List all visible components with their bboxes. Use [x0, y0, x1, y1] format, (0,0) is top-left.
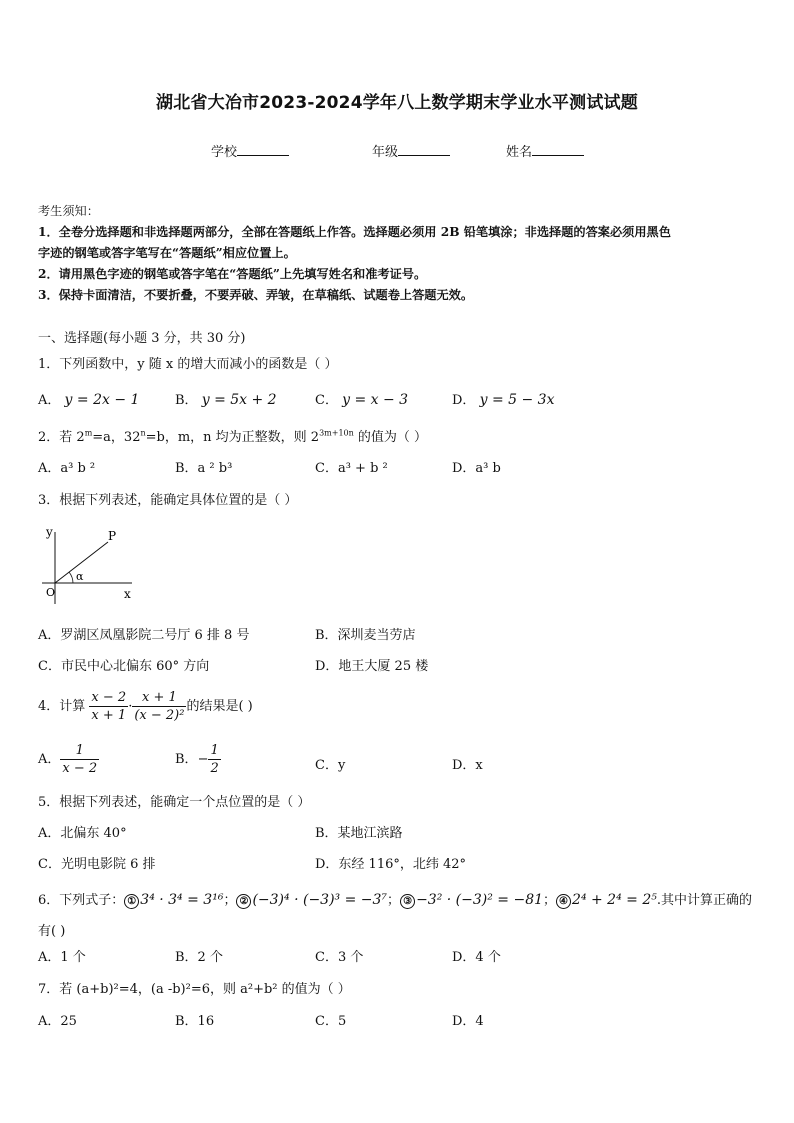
question-6-stem-cont: 有( ): [38, 924, 66, 939]
q4-option-a: [38, 742, 99, 777]
separator: ；: [387, 893, 401, 908]
numerator: x − 2: [91, 690, 127, 705]
circled-4: ④: [556, 894, 571, 909]
option-expr: y = 5 − 3x: [479, 392, 555, 408]
question-7-stem: 7．若 (a+b)²=4，(a -b)²=6，则 a²+b² 的值为（ ）: [38, 982, 351, 997]
q6-expr-1: 3⁴ · 3⁴ = 3¹⁶: [140, 892, 224, 908]
denominator: 2: [210, 761, 219, 776]
school-field: [211, 141, 289, 160]
q7-option-d: D．4: [452, 1014, 484, 1029]
grade-label: 年级: [372, 145, 399, 160]
circled-1: ①: [124, 894, 139, 909]
option-label: D．: [452, 393, 476, 408]
q6-option-b: B．2 个: [175, 950, 223, 965]
question-1-stem: 1．下列函数中，y 随 x 的增大而减小的函数是（ ）: [38, 357, 338, 372]
q6-option-a: A．1 个: [38, 950, 86, 965]
notice-item: 2．请用黑色字迹的钢笔或答字笔在“答题纸”上先填写姓名和准考证号。: [38, 267, 427, 281]
q3-option-d: D．地王大厦 25 楼: [315, 659, 429, 674]
option-expr: y = 5x + 2: [201, 392, 277, 408]
notice-heading: 考生须知：: [38, 204, 99, 218]
q3-option-b: B．深圳麦当劳店: [315, 628, 416, 643]
name-blank: [532, 144, 584, 156]
alpha-label: α: [76, 570, 84, 583]
q2-text: =b，m，n 均为正整数，则 2: [145, 430, 320, 445]
notice-item: 1．全卷分选择题和非选择题两部分，全部在答题纸上作答。选择题必须用 2B 铅笔填涂；非选择题的答案必须用黑色: [38, 225, 671, 239]
q1-option-d: [452, 389, 554, 408]
q2-option-a: A．a³ b ²: [38, 461, 96, 476]
option-label: B．: [175, 752, 198, 767]
page-title: 湖北省大冶市2023-2024学年八上数学期末学业水平测试试题: [156, 93, 638, 113]
q2-option-c: C．a³ + b ²: [315, 461, 388, 476]
name-field: [506, 141, 584, 160]
option-expr: y = x − 3: [342, 392, 409, 408]
q1-option-b: [175, 389, 277, 408]
numerator: 1: [210, 743, 219, 758]
y-label: y: [46, 525, 53, 539]
q3-option-a: A．罗湖区凤凰影院二号厅 6 排 8 号: [38, 628, 250, 643]
option-label: C．: [315, 393, 338, 408]
q4-option-c: C．y: [315, 758, 346, 773]
grade-blank: [398, 144, 450, 156]
notice-item: 3．保持卡面清洁，不要折叠，不要弄破、弄皱，在草稿纸、试题卷上答题无效。: [38, 288, 474, 302]
option-label: A．: [38, 752, 61, 767]
q4-text: 4．计算: [38, 699, 86, 714]
angle-arc: [69, 572, 73, 583]
circled-2: ②: [236, 894, 251, 909]
notice-block: [38, 201, 758, 306]
q7-option-b: B．16: [175, 1014, 215, 1029]
option-label: B．: [175, 393, 198, 408]
x-label: x: [124, 587, 131, 601]
q3-angle-figure: [38, 520, 148, 610]
option-label: A．: [38, 393, 61, 408]
origin-label: O: [46, 586, 56, 599]
denominator: (x − 2)²: [134, 708, 185, 723]
q2-text: 2．若 2: [38, 430, 85, 445]
q7-option-c: C．5: [315, 1014, 347, 1029]
numerator: 1: [60, 742, 99, 760]
q6-expr-2: (−3)⁴ · (−3)³ = −3⁷: [252, 892, 388, 908]
point-p-label: P: [108, 529, 117, 543]
q4-fraction-2: [132, 689, 186, 724]
question-4-stem: [38, 689, 253, 724]
q4-option-d: D．x: [452, 758, 483, 773]
q2-exp: 3m+10n: [319, 428, 354, 438]
q6-expr-4: 2⁴ + 2⁴ = 2⁵: [572, 892, 657, 908]
q6-text: 6．下列式子：: [38, 893, 125, 908]
q2-text: 的值为（ ）: [353, 430, 428, 445]
q5-option-a: A．北偏东 40°: [38, 826, 127, 841]
q6-text: .其中计算正确的: [656, 893, 752, 908]
q2-option-b: B．a ² b³: [175, 461, 233, 476]
q4-fraction-1: [89, 689, 128, 724]
q1-option-a: [38, 389, 139, 408]
q2-exp: n: [140, 428, 146, 438]
q6-option-d: D．4 个: [452, 950, 501, 965]
circled-3: ③: [400, 894, 415, 909]
q2-option-d: D．a³ b: [452, 461, 501, 476]
school-label: 学校: [211, 145, 238, 160]
question-3-stem: 3．根据下列表述，能确定具体位置的是（ ）: [38, 493, 298, 508]
denominator: x − 2: [62, 761, 98, 776]
notice-item: 字迹的钢笔或答字笔写在“答题纸”相应位置上。: [38, 246, 296, 260]
q3-option-c: C．市民中心北偏东 60° 方向: [38, 659, 210, 674]
q2-text: =a，32: [92, 430, 141, 445]
q2-exp: m: [84, 428, 93, 438]
q5-option-b: B．某地江滨路: [315, 826, 403, 841]
name-label: 姓名: [506, 145, 533, 160]
school-blank: [237, 144, 289, 156]
option-expr: y = 2x − 1: [64, 392, 140, 408]
separator: ；: [223, 893, 237, 908]
minus-sign: −: [197, 752, 209, 767]
question-2-stem: [38, 426, 427, 445]
q5-option-d: D．东经 116°，北纬 42°: [315, 857, 467, 872]
q4-dot: ·: [128, 699, 133, 714]
option-fraction: [208, 742, 220, 777]
q4-text: 的结果是( ): [186, 699, 253, 714]
denominator: x + 1: [91, 708, 127, 723]
grade-field: [372, 141, 450, 160]
q6-expr-3: −3² · (−3)² = −81: [416, 892, 544, 908]
q6-option-c: C．3 个: [315, 950, 364, 965]
section-heading: 一、选择题(每小题 3 分，共 30 分): [38, 331, 246, 346]
q7-option-a: A．25: [38, 1014, 77, 1029]
question-6-stem: [38, 889, 752, 909]
option-fraction: [60, 742, 99, 777]
q4-option-b: [175, 742, 221, 777]
numerator: x + 1: [132, 689, 186, 707]
question-5-stem: 5．根据下列表述，能确定一个点位置的是（ ）: [38, 795, 311, 810]
q1-option-c: [315, 389, 408, 408]
separator: ；: [543, 893, 557, 908]
q5-option-c: C．光明电影院 6 排: [38, 857, 156, 872]
